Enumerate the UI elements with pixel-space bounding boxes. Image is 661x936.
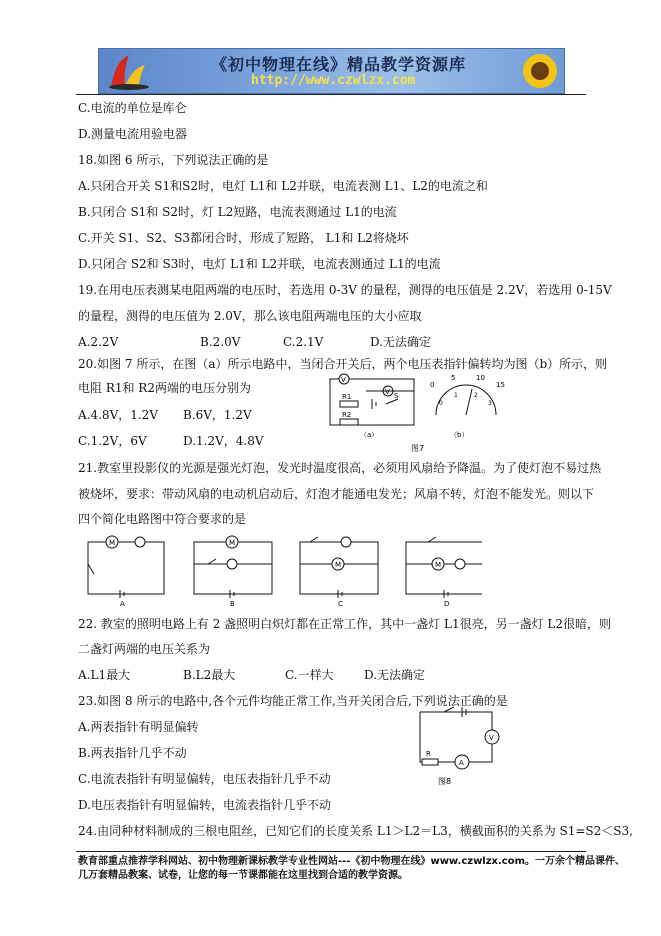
q23-option-c: C.电流表指针有明显偏转，电压表指针几乎不动 (78, 772, 331, 786)
fig21-motor-c: M (335, 561, 342, 569)
fig21-caption-c: C (338, 600, 343, 608)
fig21-motor-b: M (229, 539, 236, 547)
banner-title: 《初中物理在线》精品教学资源库 (211, 55, 467, 74)
question-18: 18.如图 6 所示，下列说法正确的是 (78, 153, 269, 167)
q19-option-d: D.无法确定 (370, 335, 432, 349)
site-logo-icon (105, 51, 153, 91)
fig7-caption-b: （b） (450, 431, 469, 439)
question-19: 19.在用电压表测某电阻两端的电压时，若选用 0-3V 的量程，测得的电压值是 2.2V，若选用 0-15V (78, 283, 612, 297)
fig7-scale-bottom-1: 1 (454, 392, 458, 399)
fig7-scale-bottom-0: 0 (439, 400, 443, 407)
q18-option-a: A.只闭合开关 S1和S2时，电灯 L1和 L2并联，电流表测 L1、L2的电流之和 (78, 179, 488, 193)
q20-option-c: C.1.2V，6V (78, 434, 147, 448)
q20-option-a: A.4.8V，1.2V (78, 408, 158, 422)
figure-21-circuits (82, 534, 482, 610)
fig7-scale-top-10: 10 (476, 374, 485, 382)
q20-option-d: D.1.2V，4.8V (183, 434, 264, 448)
fig7-scale-bottom-3: 3 (488, 400, 492, 407)
q22-option-a: A.L1最大 (78, 668, 131, 682)
footer-rule (76, 851, 586, 852)
question-24: 24.由同种材料制成的三根电阻丝，已知它们的长度关系 L1＞L2＝L3，横截面积的关系为 S1=S2＜S3, (78, 824, 633, 838)
q18-option-d: D.只闭合 S2和 S3时，电灯 L1和 L2并联，电流表测通过 L1的电流 (78, 257, 441, 271)
header-rule (76, 94, 586, 95)
fig8-ammeter-label: A (459, 759, 464, 767)
question-22-cont: 二盏灯两端的电压关系为 (78, 642, 211, 656)
q19-option-a: A.2.2V (78, 335, 119, 349)
fig21-caption-a: A (120, 600, 125, 608)
q19-option-b: B.2.0V (200, 335, 241, 349)
header-banner (98, 48, 565, 94)
q22-option-b: B.L2最大 (183, 668, 236, 682)
fig21-motor-a: M (109, 539, 116, 547)
fig7-switch-label: S (394, 392, 399, 400)
figure-8 (412, 704, 504, 788)
question-21-cont: 被烧坏，要求：带动风扇的电动机启动后，灯泡才能通电发光；风扇不转，灯泡不能发光。则以下 (78, 487, 595, 501)
fig7-voltmeter-2-label: V (385, 388, 390, 396)
q23-option-a: A.两表指针有明显偏转 (78, 720, 199, 734)
q23-option-d: D.电压表指针有明显偏转，电流表指针几乎不动 (78, 798, 332, 812)
question-20: 20.如图 7 所示，在图（a）所示电路中，当闭合开关后，两个电压表指针偏转均为图（b）所示，则 (78, 357, 608, 371)
banner-url[interactable]: http://www.czwlzx.com (251, 73, 416, 88)
fig8-caption: 图8 (438, 777, 452, 786)
fig7-r1-label: R1 (342, 393, 352, 401)
question-19-cont: 的量程，测得的电压值为 2.0V，那么该电阻两端电压的大小应取 (78, 309, 422, 323)
fig7-scale-top-5: 5 (451, 374, 456, 382)
question-21-cont: 四个简化电路图中符合要求的是 (78, 512, 247, 526)
sunflower-icon (520, 51, 560, 91)
text-line: C.电流的单位是库仑 (78, 101, 187, 115)
question-23: 23.如图 8 所示的电路中,各个元件均能正常工作,当开关闭合后,下列说法正确的是 (78, 694, 508, 708)
q22-option-d: D.无法确定 (364, 668, 426, 682)
question-20-cont: 电阻 R1和 R2两端的电压分别为 (78, 381, 251, 395)
footer-line-2: 几万套精品教案、试卷，让您的每一节课都能在这里找到合适的教学资源。 (78, 870, 408, 881)
fig8-voltmeter-label: V (489, 734, 494, 742)
fig21-caption-d: D (444, 600, 450, 608)
q18-option-b: B.只闭合 S1和 S2时，灯 L2短路，电流表测通过 L1的电流 (78, 205, 397, 219)
fig7-caption-a: （a） (360, 431, 379, 439)
footer-line-1: 教育部重点推荐学科网站、初中物理新课标教学专业性网站---《初中物理在线》www.czwlzx.com。一万余个精品课件、 (78, 856, 626, 867)
q22-option-c: C.一样大 (285, 668, 334, 682)
fig7-r2-label: R2 (342, 411, 352, 419)
fig7-scale-top-15: 15 (496, 381, 505, 389)
question-21: 21.教室里投影仪的光源是强光灯泡，发光时温度很高，必须用风扇给予降温。为了使灯泡不易过热 (78, 461, 602, 475)
q23-option-b: B.两表指针几乎不动 (78, 746, 187, 760)
q20-option-b: B.6V，1.2V (183, 408, 252, 422)
fig7-scale-bottom-2: 2 (474, 392, 478, 399)
q18-option-c: C.开关 S1、S2、S3都闭合时，形成了短路， L1和 L2将烧坏 (78, 231, 409, 245)
figure-7 (326, 371, 516, 453)
q19-option-c: C.2.1V (283, 335, 324, 349)
fig7-voltmeter-1-label: V (341, 376, 346, 384)
fig8-r-label: R (426, 750, 431, 758)
question-22: 22. 教室的照明电路上有 2 盏照明白炽灯都在正常工作，其中一盏灯 L1很亮，另一盏灯 L2很暗，则 (78, 617, 612, 631)
fig21-caption-b: B (230, 600, 235, 608)
fig7-scale-top-0: 0 (430, 381, 435, 389)
text-line: D.测量电流用验电器 (78, 127, 188, 141)
fig21-motor-d: M (435, 561, 442, 569)
fig7-caption: 图7 (411, 444, 425, 453)
